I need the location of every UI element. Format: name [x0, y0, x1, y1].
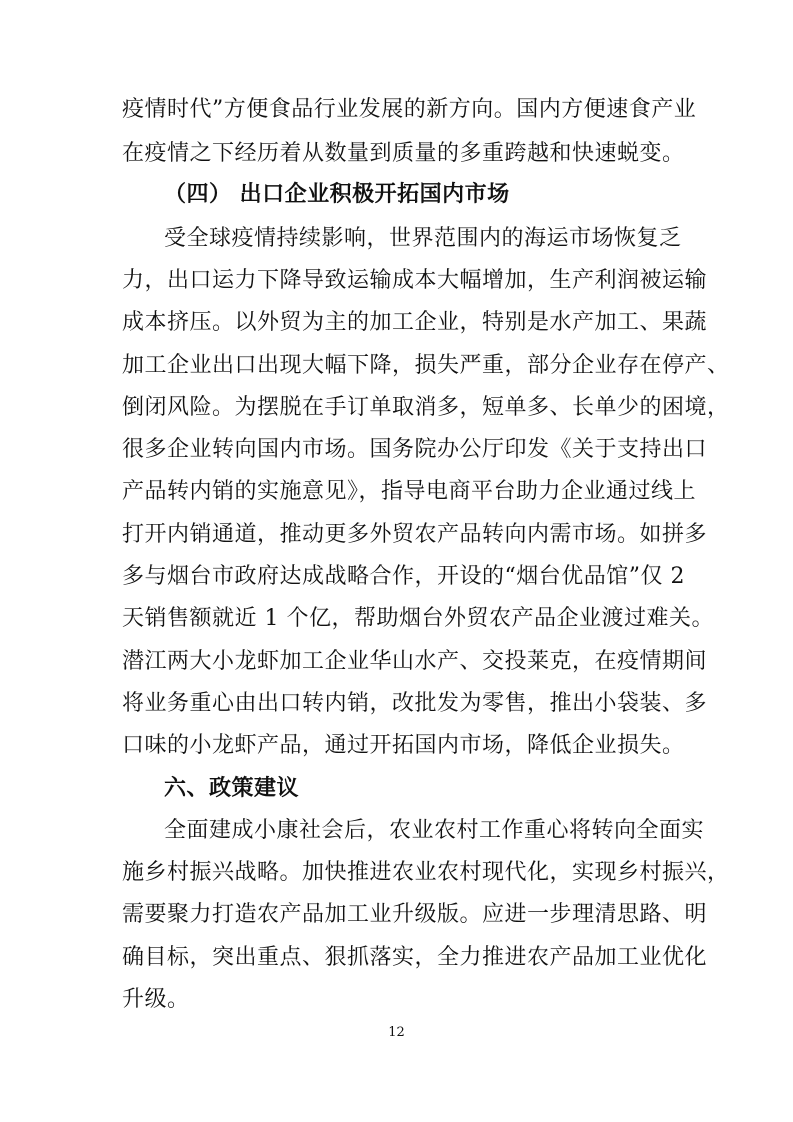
paragraph-line: 口味的小龙虾产品，通过开拓国内市场，降低企业损失。: [122, 733, 685, 758]
paragraph-line: 需要聚力打造农产品加工业升级版。应进一步理清思路、明: [122, 902, 708, 927]
paragraph-line: 打开内销通道，推动更多外贸农产品转向内需市场。如拼多: [122, 522, 708, 547]
paragraph-line: 在疫情之下经历着从数量到质量的多重跨越和快速蜕变。: [122, 141, 685, 166]
paragraph-line: 多与烟台市政府达成战略合作，开设的“烟台优品馆”仅 2: [122, 564, 685, 589]
section-heading: （四） 出口企业积极开拓国内市场: [164, 181, 510, 207]
paragraph-line: 天销售额就近 1 个亿，帮助烟台外贸农产品企业渡过难关。: [122, 606, 714, 631]
paragraph-line: 全面建成小康社会后，农业农村工作重心将转向全面实: [164, 818, 705, 843]
paragraph-line: 倒闭风险。为摆脱在手订单取消多，短单多、长单少的困境，: [122, 395, 730, 420]
paragraph-line: 产品转内销的实施意见》，指导电商平台助力企业通过线上: [122, 479, 697, 504]
paragraph-line: 成本挤压。以外贸为主的加工企业，特别是水产加工、果蔬: [122, 310, 708, 335]
page-number: 12: [388, 1025, 405, 1040]
paragraph-line: 受全球疫情持续影响，世界范围内的海运市场恢复乏: [164, 226, 682, 251]
paragraph-line: 升级。: [122, 987, 190, 1012]
paragraph-line: 加工企业出口出现大幅下降，损失严重，部分企业存在停产、: [122, 353, 730, 378]
section-heading: 六、政策建议: [164, 775, 300, 801]
paragraph-line: 确目标，突出重点、狠抓落实，全力推进农产品加工业优化: [122, 945, 708, 970]
paragraph-line: 施乡村振兴战略。加快推进农业农村现代化，实现乡村振兴，: [122, 860, 730, 885]
paragraph-line: 将业务重心由出口转内销，改批发为零售，推出小袋装、多: [122, 691, 708, 716]
paragraph-line: 很多企业转向国内市场。国务院办公厅印发《关于支持出口: [122, 437, 708, 462]
paragraph-line: 力，出口运力下降导致运输成本大幅增加，生产利润被运输: [122, 268, 708, 293]
paragraph-line: 疫情时代”方便食品行业发展的新方向。国内方便速食产业: [122, 97, 697, 122]
paragraph-line: 潜江两大小龙虾加工企业华山水产、交投莱克，在疫情期间: [122, 649, 708, 674]
